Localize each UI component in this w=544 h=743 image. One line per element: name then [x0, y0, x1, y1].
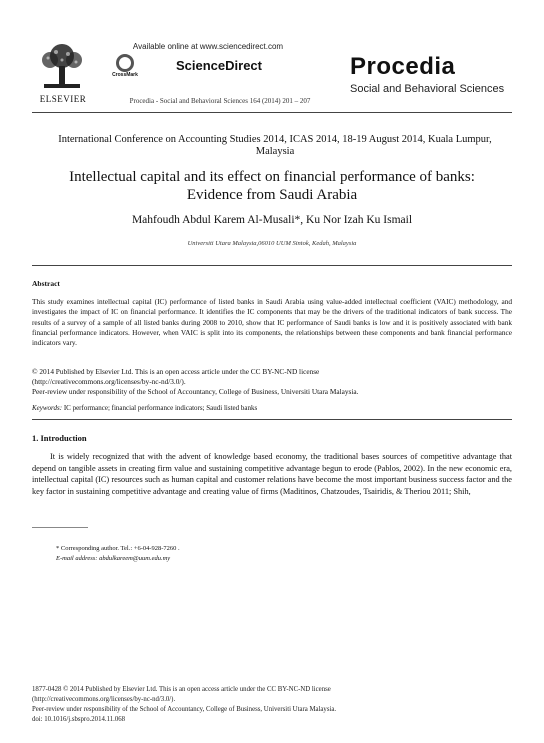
sciencedirect-header	[110, 42, 306, 78]
footnotes	[56, 544, 180, 564]
elsevier-wordmark: ELSEVIER	[39, 94, 87, 104]
conference-name: International Conference on Accounting Studies 2014, ICAS 2014, 18-19 August 2014, Kuala Lumpur, Malaysia	[58, 134, 492, 157]
license-block	[32, 367, 512, 397]
footnote-divider	[32, 527, 88, 528]
elsevier-logo	[34, 40, 92, 104]
header-divider	[32, 112, 512, 113]
procedia-logo	[350, 55, 504, 95]
authors: Mahfoudh Abdul Karem Al-Musali*, Ku Nor Izah Ku Ismail	[131, 214, 413, 226]
paper-title	[30, 168, 514, 204]
title-line-1: Intellectual capital and its effect on financial performance of banks:	[69, 169, 475, 185]
sciencedirect-logo: ScienceDirect	[176, 58, 262, 73]
introduction-text	[32, 451, 512, 497]
corresponding-author: * Corresponding author. Tel.: +6-04-928-7260 .	[56, 545, 180, 552]
crossmark-badge[interactable]	[110, 54, 140, 78]
abstract-text: This study examines intellectual capital (IC) performance of listed banks in Saudi Arabia using value-added intellectual coefficient (VAIC) methodology, and investigates the impact of IC on financial performance. It identifies the IC components that may be the drivers of the traditional indicators of bank success. The results of a survey of a sample of all listed banks during 2008 to 2010, show that IC performance of Saudi banks is low and it is positively associated with bank financial performance indicators. However, when VAIC is split into its components, the relationships between these components and bank financial performance indicators vary.	[32, 297, 512, 348]
journal-citation: Procedia - Social and Behavioral Sciences 164 (2014) 201 – 207	[129, 97, 311, 105]
procedia-subtitle: Social and Behavioral Sciences	[350, 83, 505, 95]
procedia-title: Procedia	[350, 53, 456, 80]
available-online-text: Available online at www.sciencedirect.com	[132, 42, 284, 51]
title-line-2: Evidence from Saudi Arabia	[186, 187, 358, 203]
abstract-heading: Abstract	[32, 279, 60, 288]
footer-issn-license: 1877-0428 © 2014 Published by Elsevier Ltd. This is an open access article under the CC BY-NC-ND license	[32, 686, 331, 693]
abstract-top-divider	[32, 265, 512, 266]
page-footer	[32, 685, 512, 725]
license-link[interactable]: (http://creativecommons.org/licenses/by-nc-nd/3.0/).	[32, 377, 186, 386]
footer-license-link[interactable]: (http://creativecommons.org/licenses/by-nc-nd/3.0/).	[32, 696, 176, 703]
section-heading-introduction: 1. Introduction	[32, 433, 87, 443]
keywords-text: IC performance; financial performance indicators; Saudi listed banks	[62, 404, 258, 412]
affiliation: Universiti Utara Malaysia,06010 UUM Sintok, Kedah, Malaysia	[187, 240, 357, 247]
intro-paragraph: It is widely recognized that with the advent of knowledge based economy, the traditional bases sources of competitive advantage that depend on tangible assets in creating firm value and sustaining competitive advantage begun to erode (Pablos, 2002). In the new economic era, intellectual capital (IC) resources such as human capital and customer relations have become the most important business success factor and the key factor in sustaining competitive advantage and creating value of firms (Maditinos, Chatzoudes, Tsairidis, & Theriou 2011; Shih,	[32, 452, 512, 496]
email-line	[56, 554, 180, 564]
abstract-bottom-divider	[32, 419, 512, 420]
email-label: E-mail address:	[56, 555, 98, 562]
crossmark-label: CrossMark	[112, 72, 138, 78]
crossmark-icon	[116, 54, 134, 72]
footer-peer-review: Peer-review under responsibility of the School of Accountancy, College of Business, Universiti Utara Malaysia.	[32, 706, 337, 713]
email-address[interactable]: abdulkareem@uum.edu.my	[97, 555, 171, 562]
peer-review-line: Peer-review under responsibility of the School of Accountancy, College of Business, Universiti Utara Malaysia.	[32, 387, 359, 396]
keywords	[32, 404, 512, 412]
footer-doi[interactable]: doi: 10.1016/j.sbspro.2014.11.068	[32, 716, 126, 723]
keywords-label: Keywords:	[32, 404, 63, 412]
license-line: © 2014 Published by Elsevier Ltd. This is an open access article under the CC BY-NC-ND license	[32, 367, 320, 376]
elsevier-tree-icon	[34, 40, 90, 92]
